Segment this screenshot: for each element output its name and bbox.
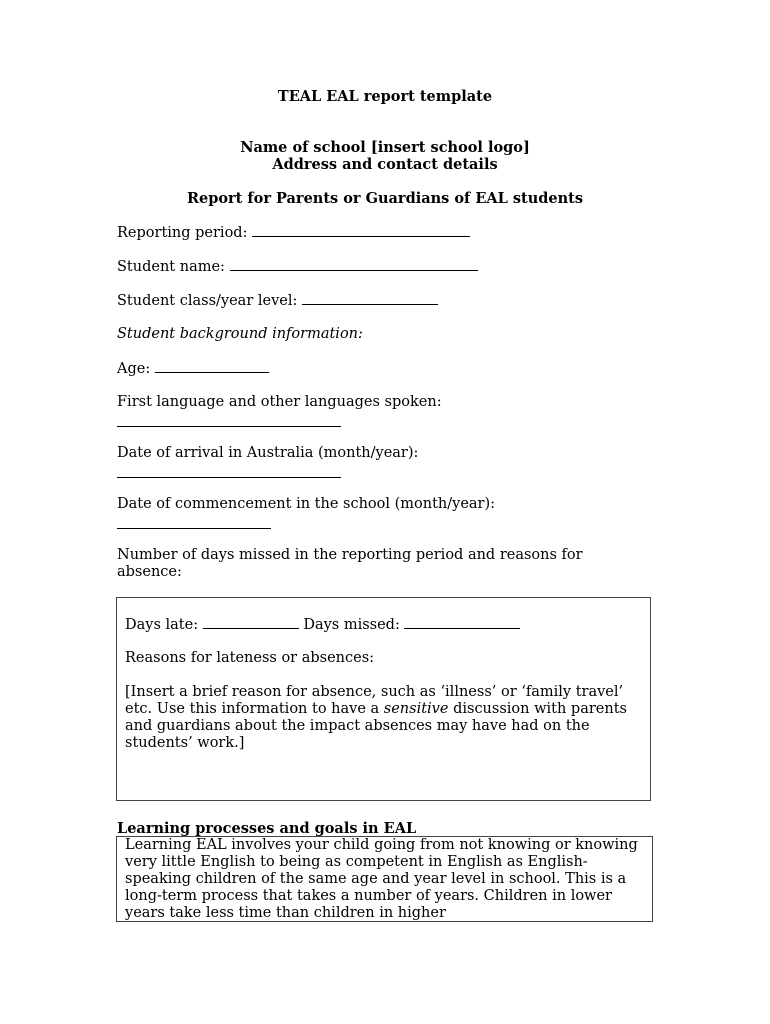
arrival-label: Date of arrival in Australia (month/year): — [117, 445, 419, 461]
days-missed-label-line2: absence: — [117, 564, 182, 580]
commencement-label: Date of commencement in the school (month/year): — [117, 496, 496, 512]
reporting-period-label: Reporting period: — [117, 225, 248, 241]
reporting-period-field — [117, 224, 470, 242]
age-label: Age: — [117, 361, 151, 377]
student-name-label: Student name: — [117, 259, 225, 275]
attendance-note-emphasis: sensitive — [383, 701, 449, 717]
background-heading: Student background information: — [117, 326, 363, 342]
student-class-blank — [302, 292, 438, 305]
attendance-note — [125, 684, 647, 752]
languages-blank-wrap — [117, 414, 341, 432]
report-heading: Report for Parents or Guardians of EAL students — [186, 190, 584, 207]
age-blank — [155, 360, 269, 373]
student-class-field — [117, 292, 438, 310]
attendance-note-part1: [Insert a brief reason for absence, such as ‘illness’ or ‘family travel’ etc. Use this information to have a — [125, 684, 624, 717]
days-late-blank — [203, 616, 299, 629]
days-missed-field-label: Days missed: — [303, 617, 400, 633]
student-name-blank — [230, 258, 478, 271]
arrival-blank — [117, 465, 341, 478]
languages-blank — [117, 414, 341, 427]
days-missed-label-line1: Number of days missed in the reporting period and reasons for — [117, 547, 583, 563]
days-late-label: Days late: — [125, 617, 199, 633]
arrival-blank-wrap — [117, 465, 341, 483]
school-name: Name of school [insert school logo] — [240, 139, 530, 156]
student-name-field — [117, 258, 478, 276]
school-address: Address and contact details — [272, 156, 498, 173]
attendance-days-row — [125, 616, 520, 634]
student-class-label: Student class/year level: — [117, 293, 298, 309]
languages-label: First language and other languages spoken: — [117, 394, 442, 410]
attendance-note-part2: discussion with parents and guardians about the impact absences may have had on the students’ work.] — [125, 701, 627, 751]
age-field — [117, 360, 269, 378]
reporting-period-blank — [252, 224, 470, 237]
document-title: TEAL EAL report template — [277, 88, 493, 105]
reasons-label: Reasons for lateness or absences: — [125, 650, 375, 666]
days-missed-blank — [404, 616, 520, 629]
learning-body: Learning EAL involves your child going from not knowing or knowing very little English to being as competent in English as English-speaking children of the same age and year level in school. This is a long-term process that takes a number of years. Children in lower years take less time than children in higher — [125, 837, 638, 921]
commencement-blank — [117, 516, 271, 529]
learning-heading: Learning processes and goals in EAL — [117, 820, 417, 837]
commencement-blank-wrap — [117, 516, 271, 534]
attendance-box — [116, 597, 651, 801]
learning-box — [116, 836, 653, 922]
